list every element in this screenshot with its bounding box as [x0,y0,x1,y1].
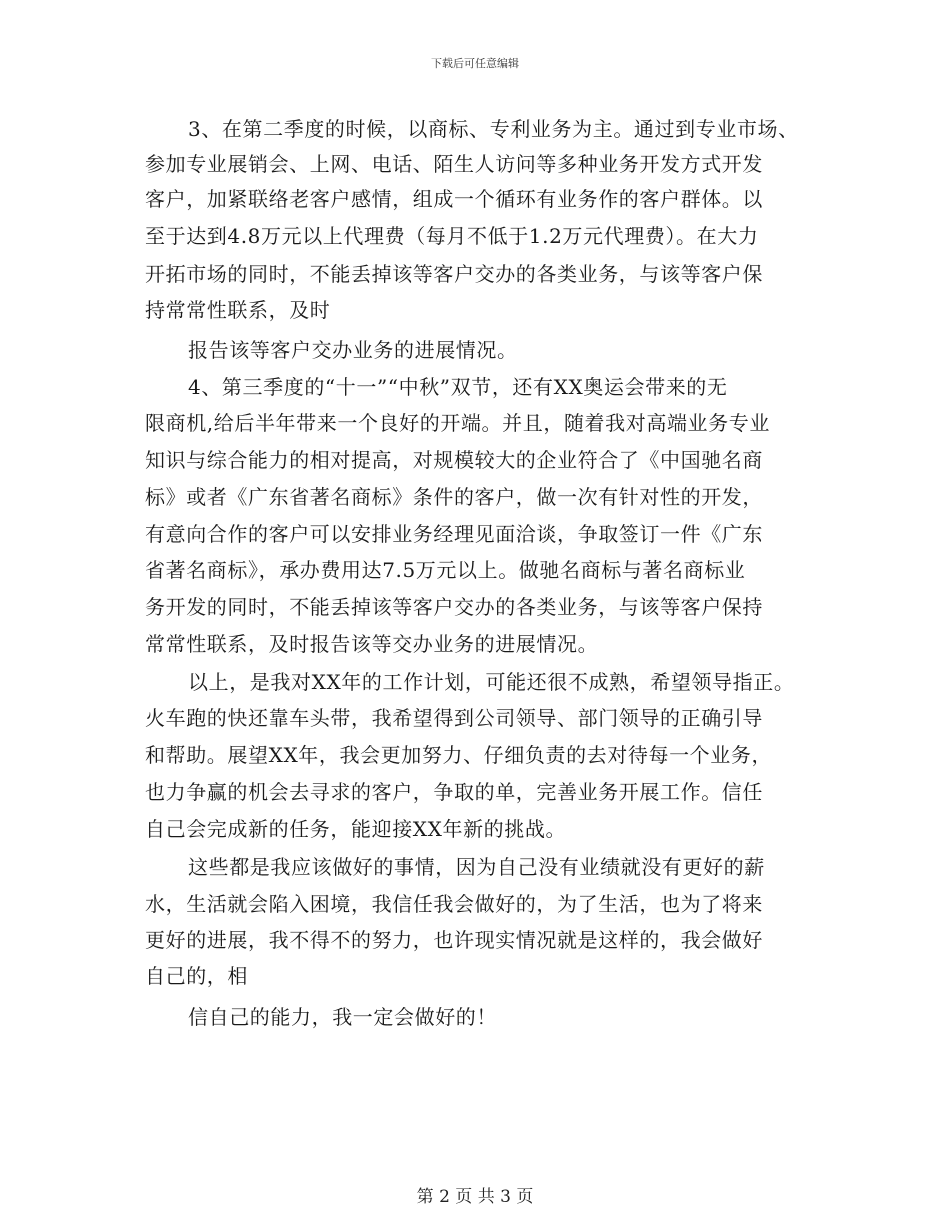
text-line: 开拓市场的同时，不能丢掉该等客户交办的各类业务，与该等客户保 [145,262,763,286]
text-line: 报告该等客户交办业务的进展情况。 [188,338,518,362]
text-line: 这些都是我应该做好的事情，因为自己没有业绩就没有更好的薪 [188,855,765,879]
text-line: 省著名商标》，承办费用达7.5万元以上。做驰名商标与著名商标业 [145,558,746,582]
text-line: 自己的，相 [145,964,248,988]
text-line: 也力争赢的机会去寻求的客户，争取的单，完善业务开展工作。信任 [145,780,763,804]
text-line: 以上，是我对XX年的工作计划，可能还很不成熟，希望领导指正。 [188,670,795,694]
text-line: 有意向合作的客户可以安排业务经理见面洽谈，争取签订一件《广东 [145,522,763,546]
text-line: 常常性联系，及时报告该等交办业务的进展情况。 [145,632,599,656]
text-line: 和帮助。展望XX年，我会更加努力、仔细负责的去对待每一个业务， [145,743,773,767]
text-line: 火车跑的快还靠车头带，我希望得到公司领导、部门领导的正确引导 [145,706,763,730]
text-line: 知识与综合能力的相对提高，对规模较大的企业符合了《中国驰名商 [145,448,763,472]
page-number: 第 2 页 共 3 页 [416,1187,534,1207]
text-line: 自己会完成新的任务，能迎接XX年新的挑战。 [145,817,567,841]
text-line: 3、在第二季度的时候，以商标、专利业务为主。通过到专业市场、 [188,117,799,141]
text-line: 限商机,给后半年带来一个良好的开端。并且，随着我对高端业务专业 [145,411,770,435]
text-line: 持常常性联系，及时 [145,298,331,322]
text-line: 客户，加紧联络老客户感情，组成一个循环有业务作的客户群体。以 [145,187,763,211]
text-line: 至于达到4.8万元以上代理费（每月不低于1.2万元代理费）。在大力 [145,224,759,248]
text-line: 信自己的能力，我一定会做好的！ [188,1005,497,1029]
download-note: 下载后可任意编辑 [431,57,519,70]
text-line: 标》或者《广东省著名商标》条件的客户，做一次有针对性的开发， [145,485,763,509]
text-line: 更好的进展，我不得不的努力，也许现实情况就是这样的，我会做好 [145,928,763,952]
text-line: 务开发的同时，不能丢掉该等客户交办的各类业务，与该等客户保持 [145,595,763,619]
text-line: 水，生活就会陷入困境，我信任我会做好的，为了生活，也为了将来 [145,892,763,916]
text-line: 4、第三季度的“十一”“中秋”双节，还有XX奥运会带来的无 [188,375,728,399]
text-line: 参加专业展销会、上网、电话、陌生人访问等多种业务开发方式开发 [145,152,763,176]
